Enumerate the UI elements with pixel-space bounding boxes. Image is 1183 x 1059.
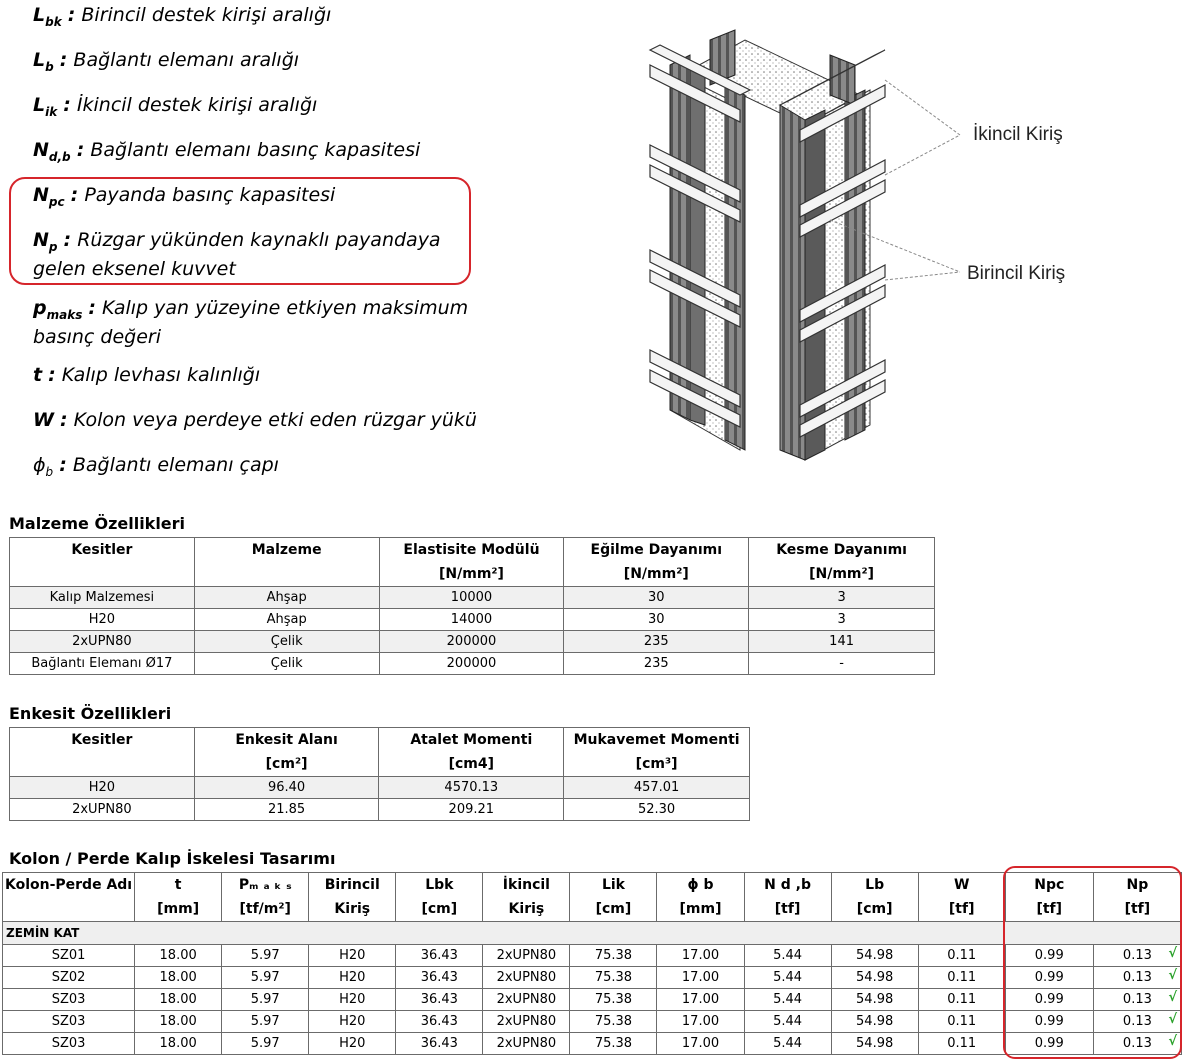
table-cell: 36.43 (396, 989, 483, 1011)
table-cell: Kalıp Malzemesi (10, 587, 195, 609)
table-cell: 18.00 (135, 989, 222, 1011)
col-header: Kesitler (10, 728, 195, 753)
table-cell: 0.99 (1005, 967, 1093, 989)
table-cell: 235 (564, 653, 749, 675)
table-cell: H20 (309, 1011, 396, 1033)
table-cell: 5.97 (222, 1033, 309, 1055)
table-cell: 4570.13 (379, 777, 564, 799)
table-cell: 2xUPN80 (483, 1011, 570, 1033)
table-cell: 0.99 (1005, 989, 1093, 1011)
np-value: 0.13 (1122, 1014, 1152, 1029)
table-cell: 2xUPN80 (483, 1033, 570, 1055)
col-unit: [mm] (657, 897, 744, 922)
table-cell: 5.44 (744, 1033, 831, 1055)
col-header: Np (1093, 873, 1181, 898)
table-row (10, 631, 935, 653)
table-cell: 54.98 (831, 967, 918, 989)
table-cell: H20 (309, 967, 396, 989)
table-cell: 17.00 (657, 945, 744, 967)
col-header: Npc (1005, 873, 1093, 898)
table-cell: 14000 (379, 609, 564, 631)
table-cell: 75.38 (570, 1011, 657, 1033)
table-cell: 18.00 (135, 967, 222, 989)
table-cell: 75.38 (570, 945, 657, 967)
table-cell: SZ03 (3, 1033, 135, 1055)
legend-item-lik: $L_{ik}$ : İkincil destek kirişi aralığı (33, 94, 318, 119)
col-unit: [tf/m²] (222, 897, 309, 922)
table-cell: 3 (749, 587, 935, 609)
col-header: t (135, 873, 222, 898)
legend-item-npc: $N_{pc}$ : Payanda basınç kapasitesi (33, 184, 336, 209)
col-unit: [cm] (396, 897, 483, 922)
check-icon: √ (1168, 946, 1177, 961)
check-icon: √ (1168, 990, 1177, 1005)
table-cell: H20 (10, 609, 195, 631)
legend-item-np: $N_p$ : Rüzgar yükünden kaynaklı payandaya gelen eksenel kuvvet (33, 229, 441, 280)
check-icon: √ (1168, 968, 1177, 983)
col-unit (10, 562, 195, 587)
section-properties-title: Enkesit Özellikleri (9, 704, 172, 723)
col-header: Kesme Dayanımı (749, 538, 935, 563)
design-section-title: Kolon / Perde Kalıp İskelesi Tasarımı (9, 849, 336, 868)
col-unit: [cm²] (194, 752, 379, 777)
table-cell: 5.97 (222, 967, 309, 989)
table-cell: 0.99 (1005, 945, 1093, 967)
table-cell: H20 (309, 1033, 396, 1055)
table-cell: 96.40 (194, 777, 379, 799)
np-value: 0.13 (1122, 970, 1152, 985)
col-header: Kesitler (10, 538, 195, 563)
legend-item-t: t : Kalıp levhası kalınlığı (33, 364, 261, 386)
table-cell: 209.21 (379, 799, 564, 821)
col-header: ϕ b (657, 873, 744, 898)
table-cell: 5.97 (222, 989, 309, 1011)
table-cell: 5.97 (222, 1011, 309, 1033)
table-cell: 5.44 (744, 989, 831, 1011)
col-unit (3, 897, 135, 922)
col-unit: [tf] (744, 897, 831, 922)
check-icon: √ (1168, 1034, 1177, 1049)
col-header: Birincil (309, 873, 396, 898)
table-row (10, 799, 750, 821)
table-cell: 17.00 (657, 1011, 744, 1033)
table-cell: 2xUPN80 (10, 799, 195, 821)
table-cell: 18.00 (135, 945, 222, 967)
table-cell: 75.38 (570, 967, 657, 989)
col-unit: Kiriş (483, 897, 570, 922)
col-header: Kolon-Perde Adı (3, 873, 135, 898)
table-cell: SZ03 (3, 989, 135, 1011)
col-header: N d ,b (744, 873, 831, 898)
table-cell: 52.30 (564, 799, 750, 821)
table-cell: 3 (749, 609, 935, 631)
col-header: İkincil (483, 873, 570, 898)
np-value: 0.13 (1122, 1036, 1152, 1051)
col-unit: [tf] (1093, 897, 1181, 922)
table-cell: 21.85 (194, 799, 379, 821)
table-cell: 30 (564, 587, 749, 609)
table-cell: 5.44 (744, 1011, 831, 1033)
table-cell: Çelik (194, 631, 379, 653)
table-row (10, 777, 750, 799)
col-unit: Kiriş (309, 897, 396, 922)
table-cell: 0.99 (1005, 1033, 1093, 1055)
table-cell: H20 (309, 989, 396, 1011)
legend-item-lb: $L_b$ : Bağlantı elemanı aralığı (33, 49, 300, 74)
table-cell: 54.98 (831, 989, 918, 1011)
table-cell: Çelik (194, 653, 379, 675)
table-cell: SZ02 (3, 967, 135, 989)
legend-item-lbk: $L_{bk}$ : Birincil destek kirişi aralığı (33, 4, 332, 29)
col-unit (194, 562, 379, 587)
table-cell: 5.44 (744, 945, 831, 967)
table-cell: H20 (10, 777, 195, 799)
col-unit: [cm] (831, 897, 918, 922)
table-cell: 18.00 (135, 1033, 222, 1055)
table-cell: 235 (564, 631, 749, 653)
table-cell: 36.43 (396, 945, 483, 967)
table-cell: 17.00 (657, 967, 744, 989)
table-cell: - (749, 653, 935, 675)
col-header: Mukavemet Momenti (564, 728, 750, 753)
col-header: Lbk (396, 873, 483, 898)
table-cell: 2xUPN80 (10, 631, 195, 653)
np-value: 0.13 (1122, 992, 1152, 1007)
table-cell: 0.11 (918, 1011, 1005, 1033)
legend-item-pmaks: $p_{maks}$ : Kalıp yan yüzeyine etkiyen maksimum basınç değeri (33, 297, 469, 348)
table-cell: 457.01 (564, 777, 750, 799)
material-section-title: Malzeme Özellikleri (9, 514, 186, 533)
group-label: ZEMİN KAT (3, 922, 1182, 945)
col-header: Elastisite Modülü (379, 538, 564, 563)
table-cell: Ahşap (194, 609, 379, 631)
table-cell: 0.11 (918, 967, 1005, 989)
table-cell: 0.11 (918, 945, 1005, 967)
col-unit: [N/mm²] (564, 562, 749, 587)
table-cell: 141 (749, 631, 935, 653)
col-header: Eğilme Dayanımı (564, 538, 749, 563)
table-units-row (10, 752, 750, 777)
table-cell: 2xUPN80 (483, 967, 570, 989)
np-value: 0.13 (1122, 948, 1152, 963)
table-cell: Ahşap (194, 587, 379, 609)
legend-item-phib: $\phi_b$ : Bağlantı elemanı çapı (33, 454, 279, 479)
col-unit (10, 752, 195, 777)
table-cell: 54.98 (831, 1011, 918, 1033)
col-header: Malzeme (194, 538, 379, 563)
col-header: Enkesit Alanı (194, 728, 379, 753)
table-units-row (10, 562, 935, 587)
table-cell: 200000 (379, 653, 564, 675)
col-unit: [cm] (570, 897, 657, 922)
highlight-box-npc-np (9, 177, 471, 285)
table-row (10, 653, 935, 675)
callout-birincil-kiris: Birincil Kiriş (967, 263, 1066, 284)
table-header-row (10, 538, 935, 563)
table-cell: 17.00 (657, 1033, 744, 1055)
table-cell: 5.44 (744, 967, 831, 989)
table-cell: 0.99 (1005, 1011, 1093, 1033)
col-header: Lb (831, 873, 918, 898)
table-cell: H20 (309, 945, 396, 967)
table-cell: 30 (564, 609, 749, 631)
col-unit: [N/mm²] (379, 562, 564, 587)
col-header: Atalet Momenti (379, 728, 564, 753)
check-icon: √ (1168, 1012, 1177, 1027)
table-cell: 18.00 (135, 1011, 222, 1033)
col-header: Pₘ ₐ ₖ ₛ (222, 873, 309, 898)
col-header: W (918, 873, 1005, 898)
col-unit: [N/mm²] (749, 562, 935, 587)
table-cell: 54.98 (831, 1033, 918, 1055)
callout-ikincil-kiris: İkincil Kiriş (973, 124, 1063, 145)
table-cell: 36.43 (396, 967, 483, 989)
table-cell: SZ01 (3, 945, 135, 967)
table-row (10, 587, 935, 609)
table-cell: 10000 (379, 587, 564, 609)
table-cell: SZ03 (3, 1011, 135, 1033)
col-header: Lik (570, 873, 657, 898)
table-cell: 200000 (379, 631, 564, 653)
table-header-row (10, 728, 750, 753)
material-table (9, 537, 935, 675)
table-cell: 36.43 (396, 1033, 483, 1055)
table-cell: 2xUPN80 (483, 989, 570, 1011)
table-cell: 75.38 (570, 989, 657, 1011)
legend-item-w: W : Kolon veya perdeye etki eden rüzgar yükü (33, 409, 477, 431)
col-unit: [tf] (1005, 897, 1093, 922)
table-cell: 5.97 (222, 945, 309, 967)
table-cell: 75.38 (570, 1033, 657, 1055)
table-cell: Bağlantı Elemanı Ø17 (10, 653, 195, 675)
table-row (10, 609, 935, 631)
highlight-box-npc-np-columns (1003, 866, 1182, 1059)
table-cell: 17.00 (657, 989, 744, 1011)
table-cell: 0.11 (918, 1033, 1005, 1055)
legend-item-ndb: $N_{d,b}$ : Bağlantı elemanı basınç kapasitesi (33, 139, 421, 164)
col-unit: [mm] (135, 897, 222, 922)
table-cell: 54.98 (831, 945, 918, 967)
col-unit: [tf] (918, 897, 1005, 922)
table-cell: 0.11 (918, 989, 1005, 1011)
table-cell: 2xUPN80 (483, 945, 570, 967)
section-properties-table (9, 727, 750, 821)
col-unit: [cm³] (564, 752, 750, 777)
col-unit: [cm4] (379, 752, 564, 777)
table-cell: 36.43 (396, 1011, 483, 1033)
column-formwork-drawing (630, 10, 1090, 470)
